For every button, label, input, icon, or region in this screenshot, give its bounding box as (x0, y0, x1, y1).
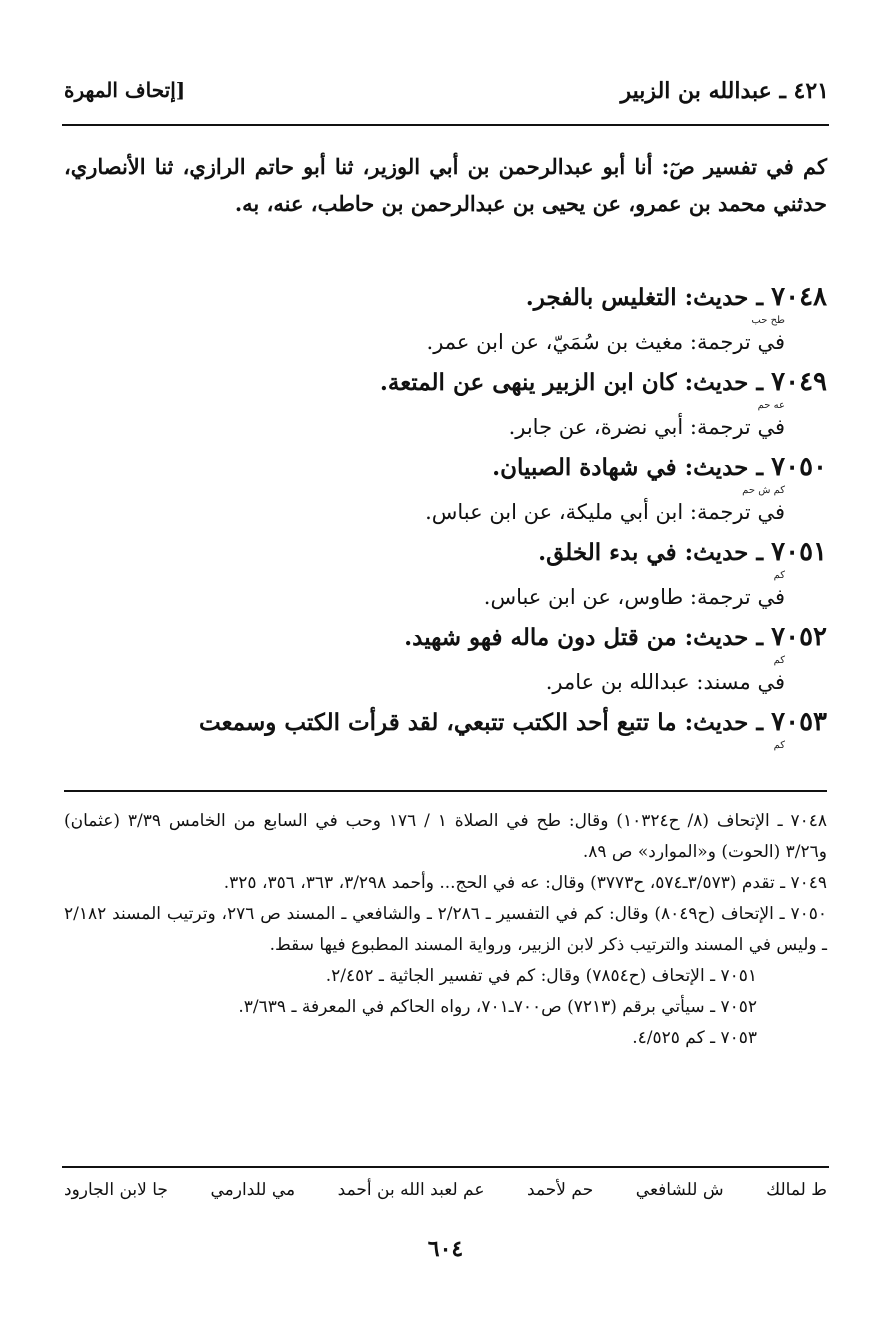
hadith-entries (64, 280, 827, 752)
entry-sigla: كم (773, 740, 785, 751)
footnote: ٧٠٤٨ ـ الإتحاف (٨/ ح١٠٣٢٤) وقال: طح في الصلاة ١ / ١٧٦ وحب في السابع من الخامس ٣/٣٩ (عثمان) و٣/٢٦ (الحوت) و«الموارد» ص ٨٩. (64, 811, 828, 862)
abbreviation-divider (62, 1166, 829, 1168)
entry-title: ـ حديث: التغليس بالفجر. (525, 284, 764, 311)
abbreviation-item: جا لابن الجارود (64, 1180, 168, 1200)
footnote: ٧٠٥١ ـ الإتحاف (ح٧٨٥٤) وقال: كم في تفسير الجاثية ـ ٢/٤٥٢. (325, 966, 757, 986)
hadith-entry (64, 705, 827, 752)
intro-paragraph: كم في تفسير صٓ: أنا أبو عبدالرحمن بن أبي الوزير، ثنا أبو حاتم الرازي، ثنا الأنصاري، حدثني محمد بن عمرو، عن يحيى بن عبدالرحمن بن حاطب، عنه، به. (64, 154, 827, 216)
hadith-entry (64, 365, 827, 442)
abbreviation-item: مي للدارمي (210, 1180, 296, 1200)
entry-source: في ترجمة: أبي نضرة، عن جابر. (508, 415, 785, 439)
header-divider (62, 124, 829, 126)
footnote-divider (64, 790, 827, 792)
entry-number: ٧٠٤٩ (771, 367, 827, 397)
abbreviation-key (64, 1180, 827, 1200)
entry-source: في ترجمة: ابن أبي مليكة، عن ابن عباس. (425, 500, 785, 524)
abbreviation-item: ط لمالك (766, 1180, 827, 1200)
entry-sigla: كم (773, 655, 785, 666)
entry-number: ٧٠٥٠ (771, 452, 827, 482)
chapter-title: ٤٢١ ـ عبدالله بن الزبير (620, 78, 829, 104)
running-header (64, 78, 829, 114)
entry-sigla: كم (773, 570, 785, 581)
footnote: ٧٠٥٣ ـ كم ٤/٥٢٥. (632, 1028, 757, 1048)
entry-title: ـ حديث: ما تتبع أحد الكتب تتبعي، لقد قرأت الكتب وسمعت (198, 709, 764, 736)
abbreviation-item: حم لأحمد (527, 1180, 594, 1200)
hadith-entry (64, 535, 827, 612)
hadith-entry (64, 620, 827, 697)
entry-sigla: طح حب (751, 315, 785, 326)
entry-title: ـ حديث: من قتل دون ماله فهو شهيد. (404, 624, 764, 651)
abbreviation-item: ش للشافعي (635, 1180, 724, 1200)
book-title: [إتحاف المهرة (64, 78, 186, 102)
entry-number: ٧٠٥٢ (771, 622, 827, 652)
entry-title: ـ حديث: في شهادة الصبيان. (492, 454, 764, 481)
abbreviation-item: عم لعبد الله بن أحمد (337, 1180, 485, 1200)
hadith-entry (64, 280, 827, 357)
entry-sigla: كم ش حم (742, 485, 785, 496)
footnotes (64, 806, 827, 1054)
footnote: ٧٠٥٠ ـ الإتحاف (ح٨٠٤٩) وقال: كم في التفسير ـ ٢/٢٨٦ ـ والشافعي ـ المسند ص ٢٧٦، وترتيب المسند ٢/١٨٢ ـ وليس في المسند والترتيب ذكر لابن الزبير، ورواية المسند المطبوع فيها سقط. (64, 904, 827, 955)
page-number: ٦٠٤ (427, 1236, 464, 1262)
footnote: ٧٠٤٩ ـ تقدم (٣/٥٧٣ـ٥٧٤، ح٣٧٧٣) وقال: عه في الحج... وأحمد ٣/٢٩٨، ٣٦٣، ٣٥٦، ٣٢٥. (223, 873, 827, 893)
hadith-entry (64, 450, 827, 527)
entry-sigla: عه حم (757, 400, 785, 411)
footnote: ٧٠٥٢ ـ سيأتي برقم (٧٢١٣) ص٧٠٠ـ٧٠١، رواه الحاكم في المعرفة ـ ٣/٦٣٩. (238, 997, 757, 1017)
entry-number: ٧٠٥٣ (771, 707, 827, 737)
entry-number: ٧٠٥١ (771, 537, 827, 567)
entry-title: ـ حديث: في بدء الخلق. (538, 539, 764, 566)
entry-number: ٧٠٤٨ (771, 282, 827, 312)
entry-source: في ترجمة: طاوس، عن ابن عباس. (483, 585, 785, 609)
entry-source: في ترجمة: مغيث بن سُمَيّ، عن ابن عمر. (426, 330, 785, 354)
entry-source: في مسند: عبدالله بن عامر. (545, 670, 785, 694)
entry-title: ـ حديث: كان ابن الزبير ينهى عن المتعة. (379, 369, 764, 396)
